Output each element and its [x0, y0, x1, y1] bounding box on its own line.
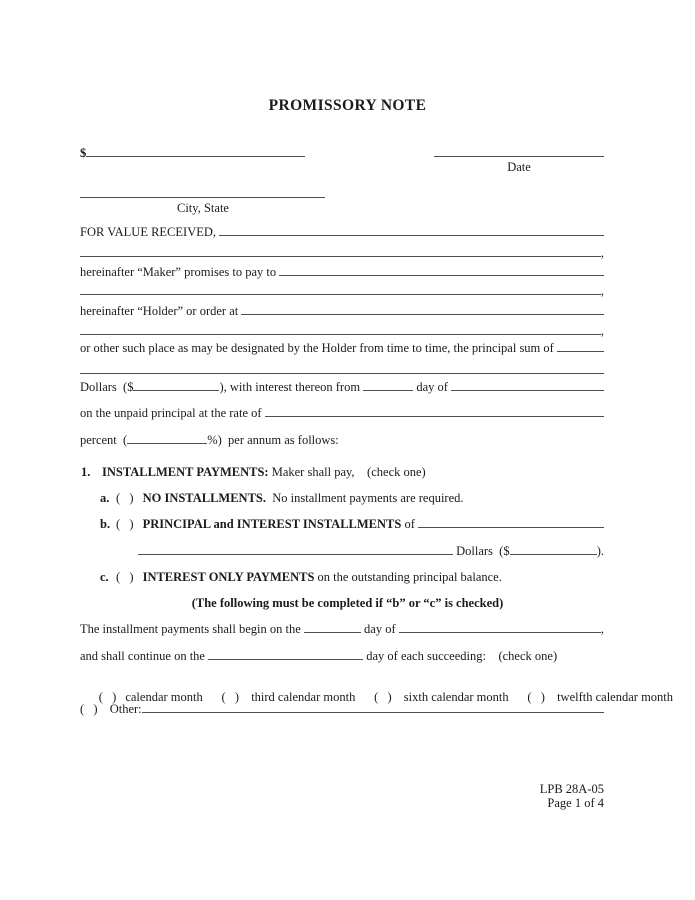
amount-blank[interactable]: [86, 154, 305, 157]
section1-heading-row: [81, 465, 604, 480]
for-value-row: [80, 225, 604, 240]
third-calendar-month-label: third calendar month: [248, 690, 356, 704]
item-a-label: NO INSTALLMENTS.: [142, 491, 266, 505]
begin-dayof-text: day of: [360, 622, 399, 636]
percent-close-text: %) per annum as follows:: [207, 433, 339, 447]
page-title: PROMISSORY NOTE: [268, 97, 427, 114]
checkbox-third-calendar-month[interactable]: ( ): [221, 690, 241, 704]
item-c-letter: c.: [100, 570, 109, 584]
percent-open-text: percent (: [80, 433, 128, 447]
date-label-wrap: [434, 160, 604, 175]
continue-text: and shall continue on the: [80, 649, 209, 663]
begin-day-blank[interactable]: [304, 630, 361, 633]
maker-text: hereinafter “Maker” promises to pay to: [80, 265, 280, 279]
calendar-month-label: calendar month: [125, 690, 203, 704]
sixth-calendar-month-label: sixth calendar month: [400, 690, 509, 704]
holder-continuation-row: [80, 284, 604, 299]
section1-number: 1.: [81, 465, 91, 479]
payment-place-blank-2[interactable]: [80, 332, 601, 335]
payee-name-blank[interactable]: [219, 233, 604, 236]
begin-row: [80, 622, 604, 637]
item-b-close-text: ).: [596, 544, 604, 558]
page-title-row: [0, 96, 695, 115]
twelfth-calendar-month-label: twelfth calendar month: [553, 690, 674, 704]
amount-prefix: $: [80, 146, 87, 160]
item-a-rest: No installment payments are required.: [266, 491, 464, 505]
checkbox-principal-interest[interactable]: ( ): [116, 517, 135, 531]
item-c-rest: on the outstanding principal balance.: [314, 570, 502, 584]
payee-name-blank-2[interactable]: [80, 254, 601, 257]
date-label: Date: [507, 160, 531, 174]
principal-amount-blank[interactable]: [133, 388, 219, 391]
checkbox-no-installments[interactable]: ( ): [116, 491, 135, 505]
installment-amount-blank[interactable]: [510, 552, 597, 555]
item-b-dollars-text: Dollars ($: [453, 544, 510, 558]
payee-continuation-row: [80, 246, 604, 261]
begin-month-blank[interactable]: [399, 630, 601, 633]
other-option-row: [80, 702, 604, 717]
item-b-row: [100, 517, 604, 532]
item-a-letter: a.: [100, 491, 110, 505]
checkbox-other[interactable]: ( ): [80, 702, 99, 716]
completion-note: (The following must be completed if “b” or “c” is checked): [191, 596, 504, 610]
city-state-row: [80, 195, 604, 198]
date-blank[interactable]: [434, 154, 604, 157]
comma-text-2: ,: [600, 284, 604, 298]
amount-date-row: [80, 146, 604, 161]
item-c-row: [100, 570, 604, 585]
rate-text: on the unpaid principal at the rate of: [80, 406, 265, 420]
other-blank[interactable]: [142, 710, 604, 713]
checkbox-interest-only[interactable]: ( ): [116, 570, 135, 584]
payment-place-blank[interactable]: [241, 312, 604, 315]
principal-sum-blank-2[interactable]: [80, 371, 604, 374]
holder-text: hereinafter “Holder” or order at: [80, 304, 242, 318]
principal-sum-continuation-row: [80, 371, 604, 374]
holder-name-blank-2[interactable]: [80, 292, 601, 295]
day-of-text: day of: [413, 380, 452, 394]
for-value-text: FOR VALUE RECEIVED,: [80, 225, 220, 239]
page-number: Page 1 of 4: [547, 796, 604, 810]
place-continuation-row: [80, 324, 604, 339]
continue-rest-text: day of each succeeding: (check one): [363, 649, 558, 663]
checkbox-calendar-month[interactable]: ( ): [98, 690, 118, 704]
principal-sum-blank[interactable]: [557, 349, 604, 352]
continue-row: [80, 649, 604, 664]
checkbox-twelfth-calendar-month[interactable]: ( ): [527, 690, 546, 704]
interest-day-blank[interactable]: [363, 388, 413, 391]
item-b-amount-row: [138, 544, 604, 559]
installment-amount-words-blank[interactable]: [418, 525, 604, 528]
percent-blank[interactable]: [127, 441, 207, 444]
continue-day-blank[interactable]: [208, 657, 363, 660]
place-text: or other such place as may be designated by the Holder from time to time, the principal sum of: [80, 341, 557, 355]
checkbox-sixth-calendar-month[interactable]: ( ): [374, 690, 393, 704]
interest-mid-text: ), with interest thereon from: [219, 380, 364, 394]
dollars-interest-row: [80, 380, 604, 395]
city-state-label-wrap: [177, 201, 229, 216]
rate-blank[interactable]: [265, 414, 604, 417]
section1-heading: INSTALLMENT PAYMENTS:: [102, 465, 269, 479]
other-label: Other:: [106, 702, 142, 716]
rate-row: [80, 406, 604, 421]
city-state-label: City, State: [177, 201, 229, 215]
comma-text-1: ,: [600, 246, 604, 260]
interest-month-blank[interactable]: [451, 388, 604, 391]
city-state-blank[interactable]: [80, 195, 325, 198]
form-number: LPB 28A-05: [539, 782, 604, 796]
item-a-row: [100, 491, 604, 506]
page-footer: [540, 782, 604, 810]
item-b-rest: of: [401, 517, 419, 531]
comma-text-3: ,: [600, 324, 604, 338]
item-b-label: PRINCIPAL and INTEREST INSTALLMENTS: [142, 517, 402, 531]
holder-row: [80, 304, 604, 319]
principal-sum-row: [80, 341, 604, 356]
holder-name-blank[interactable]: [279, 273, 604, 276]
item-c-label: INTEREST ONLY PAYMENTS: [142, 570, 315, 584]
completion-note-row: [0, 596, 695, 611]
maker-row: [80, 265, 604, 280]
begin-text: The installment payments shall begin on the: [80, 622, 304, 636]
installment-amount-words-blank-2[interactable]: [138, 552, 453, 555]
percent-row: [80, 433, 604, 448]
dollars-open-text: Dollars ($: [80, 380, 134, 394]
section1-heading-rest: Maker shall pay, (check one): [268, 465, 426, 479]
item-b-letter: b.: [100, 517, 111, 531]
begin-comma-text: ,: [600, 622, 604, 636]
